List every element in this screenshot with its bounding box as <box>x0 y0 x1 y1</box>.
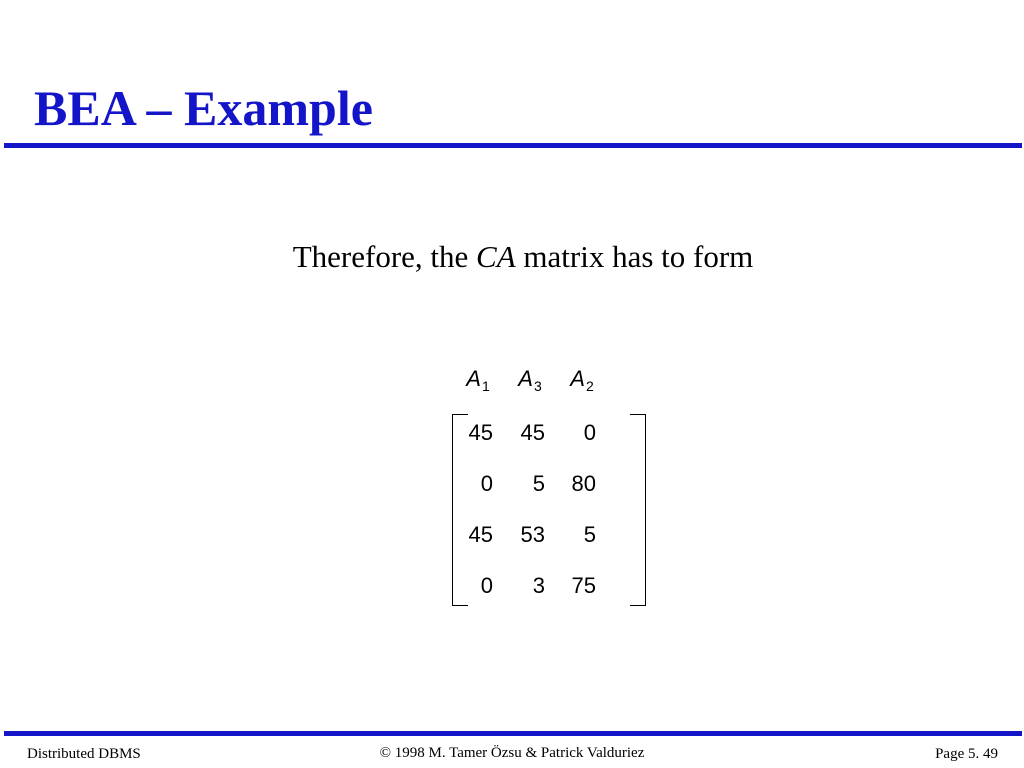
matrix-cell: 0 <box>583 420 596 445</box>
column-header-a3 <box>510 364 550 401</box>
footer-page-number: Page 5. 49 <box>935 746 998 762</box>
column-header-subscript: 2 <box>585 378 594 394</box>
footer-copyright: © 1998 M. Tamer Özsu & Patrick Valduriez <box>379 745 645 761</box>
intro-text-before: Therefore, the <box>292 239 477 274</box>
column-header-a1 <box>458 364 498 401</box>
matrix-cell: 5 <box>532 471 545 496</box>
matrix-cell: 0 <box>480 573 493 598</box>
slide-title: BEA – Example <box>34 80 373 136</box>
matrix-cell: 3 <box>532 573 545 598</box>
matrix-cell: 45 <box>520 420 545 445</box>
footer-course-name: Distributed DBMS <box>27 746 141 762</box>
matrix-cell: 53 <box>520 522 545 547</box>
column-header-letter: A <box>518 366 533 391</box>
column-header-subscript: 1 <box>481 378 490 394</box>
matrix-cell: 5 <box>583 522 596 547</box>
matrix-right-bracket <box>630 414 646 606</box>
column-header-subscript: 3 <box>533 378 542 394</box>
column-header-letter: A <box>466 366 481 391</box>
intro-text-after: matrix has to form <box>515 239 754 274</box>
column-header-letter: A <box>570 366 585 391</box>
column-header-a2 <box>562 364 602 401</box>
intro-text-ca: CA <box>476 239 516 274</box>
matrix-cell: 0 <box>480 471 493 496</box>
footer-divider <box>4 731 1022 736</box>
matrix-cell: 80 <box>571 471 596 496</box>
title-divider <box>4 143 1022 148</box>
matrix-cell: 45 <box>468 522 493 547</box>
matrix-cell: 45 <box>468 420 493 445</box>
matrix-cell: 75 <box>571 573 596 598</box>
intro-sentence <box>0 237 1024 277</box>
